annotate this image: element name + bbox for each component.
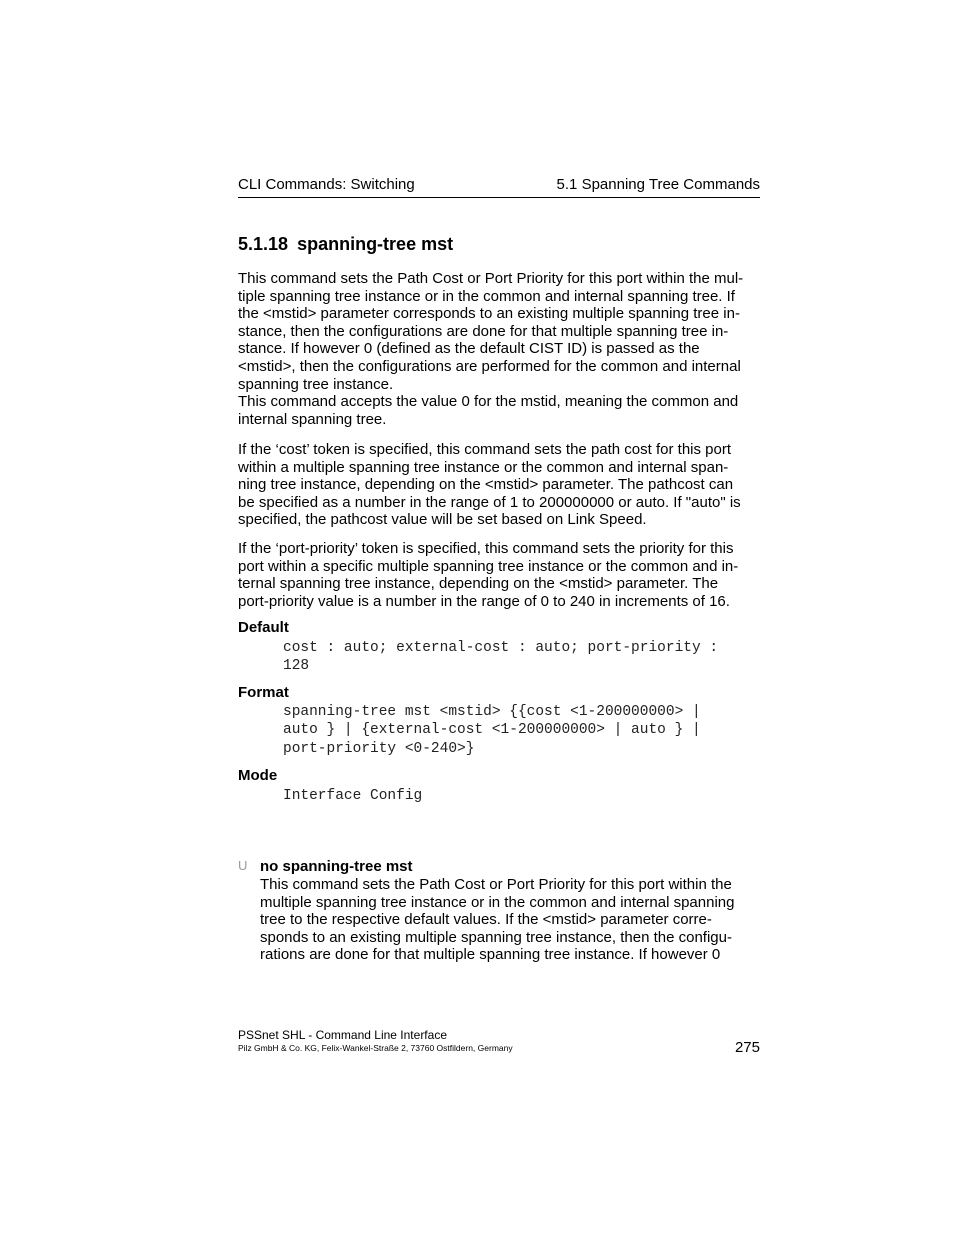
format-label: Format: [238, 684, 289, 701]
no-command-title: no spanning-tree mst: [260, 858, 413, 875]
paragraph-line: the <mstid> parameter corresponds to an existing multiple spanning tree in-: [238, 305, 740, 323]
code-line: Interface Config: [283, 788, 423, 804]
paragraph-line: be specified as a number in the range of 1 to 200000000 or auto. If "auto" is: [238, 493, 741, 511]
section-title: spanning-tree mst: [297, 234, 454, 254]
code-line: spanning-tree mst <mstid> {{cost <1-200000000> |: [283, 704, 701, 720]
mode-code-block: [283, 787, 422, 805]
bullet-marker: U: [238, 858, 248, 873]
paragraph-line: spanning tree instance.: [238, 375, 394, 393]
page-header: [238, 175, 760, 198]
default-label: Default: [238, 619, 289, 636]
code-line: auto } | {external-cost <1-200000000> | auto } |: [283, 722, 701, 739]
paragraph-line: This command accepts the value 0 for the mstid, meaning the common and: [238, 393, 739, 411]
page-number: 275: [734, 1039, 760, 1056]
paragraph-line: This command sets the Path Cost or Port Priority for this port within the: [260, 876, 732, 893]
code-line: cost : auto; external-cost : auto; port-priority :: [283, 640, 719, 656]
header-section-title: 5.1 Spanning Tree Commands: [556, 176, 760, 193]
paragraph-line: If the ‘port-priority’ token is specified, this command sets the priority for this: [238, 540, 734, 557]
paragraph-line: ternal spanning tree instance, depending on the <mstid> parameter. The: [238, 575, 719, 593]
paragraph-line: internal spanning tree.: [238, 410, 387, 428]
mode-label: Mode: [238, 767, 278, 784]
header-chapter-title: CLI Commands: Switching: [238, 176, 415, 193]
paragraph-line: multiple spanning tree instance or in the common and internal spanning: [260, 893, 735, 911]
paragraph-line: sponds to an existing multiple spanning tree instance, then the configu-: [260, 928, 732, 946]
code-line: 128: [283, 658, 310, 675]
default-code-block: [283, 639, 718, 676]
paragraph-line: within a multiple spanning tree instance or the common and internal span-: [238, 458, 729, 476]
paragraph-line: stance. If however 0 (defined as the default CIST ID) is passed as the: [238, 340, 700, 358]
paragraph-line: This command sets the Path Cost or Port Priority for this port within the mul-: [238, 270, 744, 287]
section-heading: [238, 234, 453, 255]
paragraph-line: port within a specific multiple spanning tree instance or the common and in-: [238, 557, 739, 575]
intro-paragraph: [238, 270, 762, 428]
paragraph-line: ning tree instance, depending on the <mstid> parameter. The pathcost can: [238, 476, 734, 494]
port-priority-paragraph: [238, 540, 762, 610]
paragraph-line: specified, the pathcost value will be set based on Link Speed.: [238, 511, 647, 529]
paragraph-line: tree to the respective default values. If the <mstid> parameter corre-: [260, 911, 712, 929]
paragraph-line: If the ‘cost’ token is specified, this command sets the path cost for this port: [238, 441, 732, 458]
paragraph-line: <mstid>, then the configurations are performed for the common and internal: [238, 357, 741, 375]
no-command-description: [260, 876, 762, 964]
format-code-block: [283, 703, 701, 758]
paragraph-line: rations are done for that multiple spanning tree instance. If however 0: [260, 946, 721, 964]
section-number: 5.1.18: [238, 234, 289, 254]
footer-address: Pilz GmbH & Co. KG, Felix-Wankel-Straße 2, 73760 Ostfildern, Germany: [238, 1043, 513, 1053]
paragraph-line: stance, then the configurations are done for that multiple spanning tree in-: [238, 322, 729, 340]
paragraph-line: tiple spanning tree instance or in the common and internal spanning tree. If: [238, 287, 735, 305]
paragraph-line: port-priority value is a number in the range of 0 to 240 in increments of 16.: [238, 592, 730, 610]
code-line: port-priority <0-240>}: [283, 740, 475, 757]
cost-paragraph: [238, 441, 762, 529]
footer-document-title: PSSnet SHL - Command Line Interface: [238, 1028, 447, 1042]
